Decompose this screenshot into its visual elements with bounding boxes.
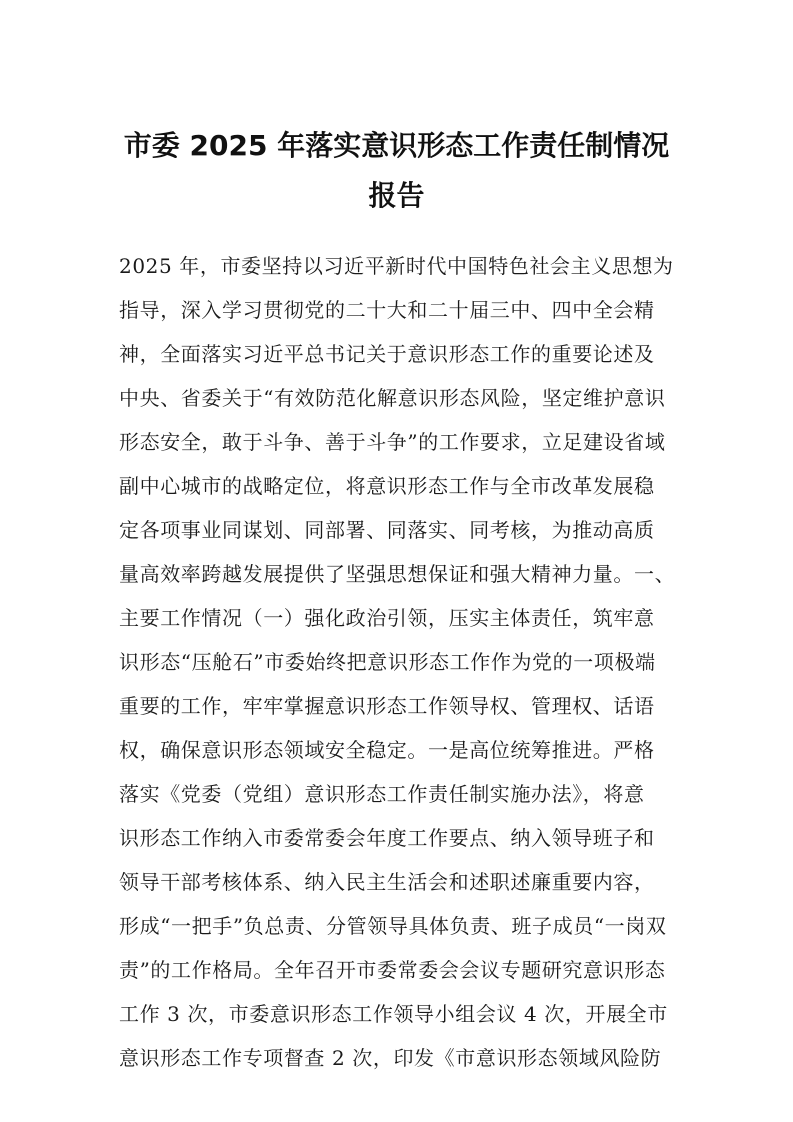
body-line: 权，确保意识形态领域安全稳定。一是高位统筹推进。严格 <box>119 738 655 762</box>
body-line: 指导，深入学习贯彻党的二十大和二十届三中、四中全会精 <box>119 298 655 322</box>
document-title-line-2: 报告 <box>368 179 425 212</box>
body-line: 形态安全，敢于斗争、善于斗争”的工作要求，立足建设省域 <box>119 430 666 454</box>
body-line: 领导干部考核体系、纳入民主生活会和述职述廉重要内容， <box>119 870 655 894</box>
body-line: 副中心城市的战略定位，将意识形态工作与全市改革发展稳 <box>119 474 655 498</box>
body-line: 量高效率跨越发展提供了坚强思想保证和强大精神力量。一、 <box>119 562 676 586</box>
body-line: 神，全面落实习近平总书记关于意识形态工作的重要论述及 <box>119 342 655 366</box>
body-line: 落实《党委（党组）意识形态工作责任制实施办法》，将意 <box>119 782 645 806</box>
body-line: 意识形态工作专项督查 2 次，印发《市意识形态领域风险防 <box>119 1046 662 1070</box>
body-line: 主要工作情况（一）强化政治引领，压实主体责任，筑牢意 <box>119 606 655 630</box>
body-line: 责”的工作格局。全年召开市委常委会会议专题研究意识形态 <box>119 958 666 982</box>
body-line: 重要的工作，牢牢掌握意识形态工作领导权、管理权、话语 <box>119 694 655 718</box>
body-line: 2025 年，市委坚持以习近平新时代中国特色社会主义思想为 <box>119 254 674 278</box>
document-title-line-1: 市委 2025 年落实意识形态工作责任制情况 <box>123 129 670 162</box>
body-line: 工作 3 次，市委意识形态工作领导小组会议 4 次，开展全市 <box>119 1002 668 1026</box>
body-line: 形成“一把手”负总责、分管领导具体负责、班子成员“一岗双 <box>119 914 667 938</box>
body-line: 识形态“压舱石”市委始终把意识形态工作作为党的一项极端 <box>119 650 656 674</box>
body-line: 识形态工作纳入市委常委会年度工作要点、纳入领导班子和 <box>119 826 655 850</box>
body-line: 定各项事业同谋划、同部署、同落实、同考核，为推动高质 <box>119 518 655 542</box>
body-line: 中央、省委关于“有效防范化解意识形态风险，坚定维护意识 <box>119 386 666 410</box>
